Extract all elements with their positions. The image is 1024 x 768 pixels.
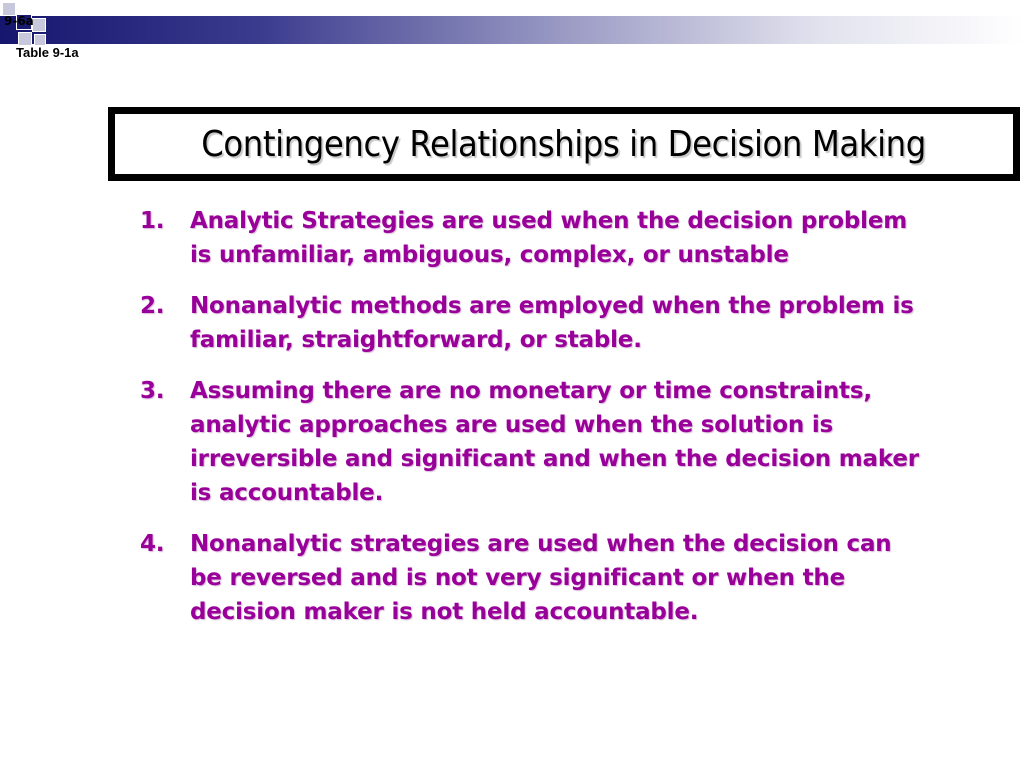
header-gradient-bar: [0, 16, 1024, 44]
slide-title: Contingency Relationships in Decision Making: [201, 123, 927, 165]
title-box: [108, 107, 1020, 181]
item-text: Nonanalytic strategies are used when the decision can be reversed and is not very significant or when the decision maker is not held accountable.: [190, 531, 892, 625]
item-number: 2.: [140, 293, 165, 319]
list-item: [138, 374, 938, 510]
slide-number: 9-6a: [4, 14, 34, 28]
list-item: [138, 289, 938, 357]
points-list: [138, 204, 938, 646]
item-number: 1.: [140, 208, 165, 234]
item-number: 3.: [140, 378, 165, 404]
item-number: 4.: [140, 531, 165, 557]
item-text: Assuming there are no monetary or time constraints, analytic approaches are used when the solution is irreversible and significant and when the decision maker is accountable.: [190, 378, 919, 506]
list-item: [138, 527, 938, 629]
item-text: Nonanalytic methods are employed when the problem is familiar, straightforward, or stable.: [190, 293, 914, 353]
table-reference: Table 9-1a: [16, 45, 79, 60]
list-item: [138, 204, 938, 272]
item-text: Analytic Strategies are used when the decision problem is unfamiliar, ambiguous, complex, or unstable: [190, 208, 907, 268]
